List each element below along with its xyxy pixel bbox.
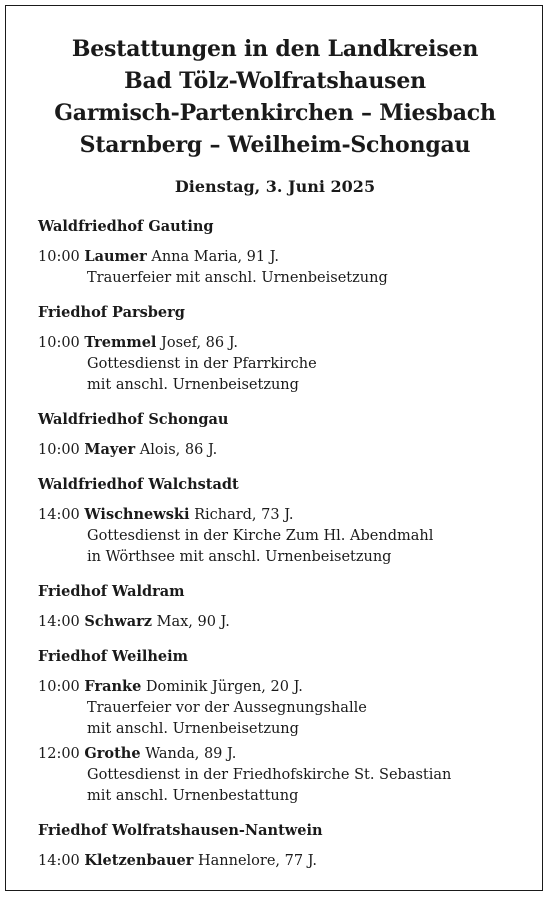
burial-entry [38,246,533,289]
cemetery-name: Waldfriedhof Schongau [38,411,229,428]
burial-time: 10:00 [38,249,80,265]
cemetery-section [38,646,533,807]
ceremony-detail: Gottesdienst in der Pfarrkirche [87,356,317,372]
cemetery-section [38,581,533,633]
deceased-name-age: Richard, 73 J. [194,507,294,523]
title-line: Garmisch-Partenkirchen – Miesbach [54,100,496,126]
deceased-name-age: Dominik Jürgen, 20 J. [145,679,303,695]
title-line: Bad Tölz-Wolfratshausen [124,68,426,94]
ceremony-detail: Gottesdienst in der Friedhofskirche St. Sebastian [87,767,452,783]
burial-entry [38,439,533,461]
burial-headline [38,332,533,354]
cemetery-name: Waldfriedhof Walchstadt [38,476,239,493]
deceased-name-age: Josef, 86 J. [161,335,239,351]
burial-entry [38,611,533,633]
deceased-name-age: Wanda, 89 J. [145,746,237,762]
burial-time: 14:00 [38,853,80,869]
title-line: Starnberg – Weilheim-Schongau [79,132,471,158]
cemetery-section [38,216,533,289]
burial-time: 10:00 [38,679,80,695]
deceased-surname: Grothe [84,745,141,762]
deceased-surname: Laumer [84,248,147,265]
title-line: Bestattungen in den Landkreisen [71,36,479,62]
ceremony-detail: mit anschl. Urnenbestattung [87,788,299,804]
deceased-surname: Wischnewski [84,506,190,523]
burial-time: 14:00 [38,507,80,523]
deceased-surname: Schwarz [84,613,152,630]
ceremony-detail: mit anschl. Urnenbeisetzung [87,377,299,393]
deceased-name-age: Max, 90 J. [156,614,230,630]
deceased-name-age: Hannelore, 77 J. [198,853,318,869]
cemetery-name: Friedhof Weilheim [38,648,189,665]
burial-headline [38,676,533,698]
cemetery-name: Friedhof Parsberg [38,304,185,321]
notice-date: Dienstag, 3. Juni 2025 [174,177,376,196]
burial-time: 12:00 [38,746,80,762]
burial-headline [38,743,533,765]
burial-time: 10:00 [38,335,80,351]
deceased-surname: Franke [84,678,142,695]
ceremony-detail: mit anschl. Urnenbeisetzung [87,721,299,737]
burial-entry [38,504,533,568]
burial-entry [38,676,533,740]
burial-headline [38,504,533,526]
cemetery-name: Waldfriedhof Gauting [38,218,214,235]
ceremony-detail: in Wörthsee mit anschl. Urnenbeisetzung [87,549,392,565]
deceased-surname: Mayer [84,441,136,458]
burial-entry [38,850,533,872]
burial-list [38,216,533,885]
burial-headline [38,611,533,633]
burial-headline [38,246,533,268]
deceased-surname: Tremmel [84,334,157,351]
cemetery-section [38,474,533,568]
ceremony-detail: Gottesdienst in der Kirche Zum Hl. Abendmahl [87,528,434,544]
ceremony-detail: Trauerfeier vor der Aussegnungshalle [87,700,367,716]
deceased-name-age: Alois, 86 J. [139,442,218,458]
deceased-surname: Kletzenbauer [84,852,194,869]
cemetery-section [38,302,533,396]
cemetery-name: Friedhof Waldram [38,583,185,600]
burial-time: 14:00 [38,614,80,630]
cemetery-section [38,820,533,872]
cemetery-section [38,409,533,461]
notice-title [0,33,550,161]
burial-headline [38,439,533,461]
burial-headline [38,850,533,872]
ceremony-detail: Trauerfeier mit anschl. Urnenbeisetzung [87,270,388,286]
burial-time: 10:00 [38,442,80,458]
burial-entry [38,332,533,396]
burial-entry [38,743,533,807]
cemetery-name: Friedhof Wolfratshausen-Nantwein [38,822,323,839]
deceased-name-age: Anna Maria, 91 J. [151,249,280,265]
